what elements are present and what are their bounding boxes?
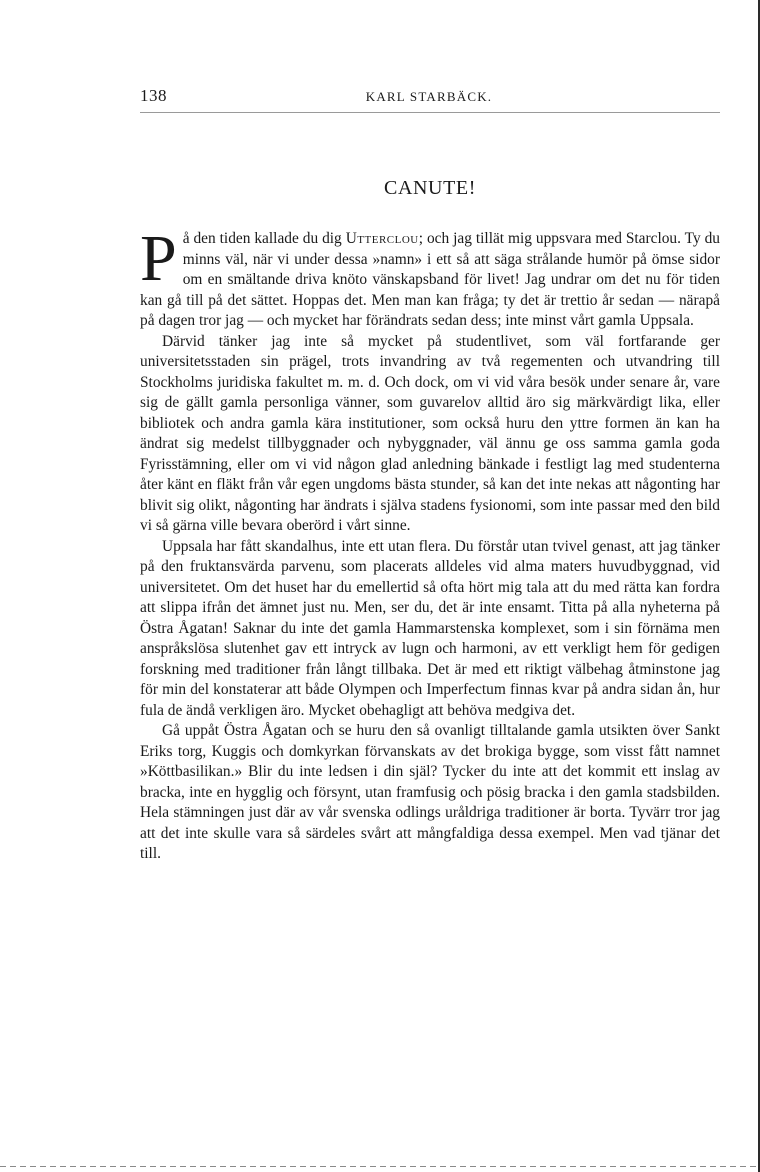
article-title: CANUTE!: [384, 177, 476, 199]
page-number: 138: [140, 86, 167, 105]
page-header: [140, 86, 718, 110]
paragraph-1: [140, 222, 720, 332]
paragraph-1-rest: ; och jag tillät mig uppsvara med Starclou. Ty du minns väl, när vi under dessa »namn» i ett så att säga strålande humör på ömse sidor om en smältande driva knöto vänskapsband för livet! Jag undrar om det nu för tiden kan gå till på det sättet. Hoppas det. Men man kan fråga; ty det är trettio år sedan — närapå på dagen tror jag — och mycket har förändrats sedan dess; inte minst vårt gamla Uppsala.: [140, 230, 720, 329]
article-body: [140, 222, 720, 865]
header-rule: [140, 112, 720, 113]
bottom-edge: [0, 1166, 760, 1167]
drop-cap: P: [140, 222, 177, 295]
paragraph-3: Uppsala har fått skandalhus, inte ett utan flera. Du förstår utan tvivel genast, att jag tänker på den fruktansvärda parvenu, som placerats alldeles vid alma maters huvudbyggnad, vid universitetet. Om det huset har du emellertid så ofta hört mig tala att du med rätta kan fordra att slippa ifrån det ämnet just nu. Men, ser du, det är inte ensamt. Titta på alla nyheterna på Östra Ågatan! Saknar du inte det gamla Hammarstenska komplexet, som i sin förnäma men anspråkslösa slutenhet gav ett intryck av lugn och harmoni, av ett verkligt hem för gedigen forskning med traditioner från långt tillbaka. Det är med ett riktigt välbehag åtminstone jag för min del konstaterar att både Olympen och Imperfectum finnas kvar på andra sidan ån, hur fula de ändå verkligen äro. Mycket obehagligt att behöva medgiva det.: [140, 537, 720, 719]
author-nickname: Utterclou: [345, 230, 419, 247]
paragraph-4: Gå uppåt Östra Ågatan och se huru den så ovanligt tilltalande gamla utsikten över Sankt Eriks torg, Kuggis och domkyrkan förvanskats av det brokiga bygge, som visst fått namnet »Köttbasilikan.» Blir du inte ledsen i din själ? Tycker du inte att det kommit ett inslag av bracka, inte en hygglig och försynt, utan framfusig och pösig bracka i den gamla stadsbilden. Hela stämningen just där av vår svenska odlings uråldriga traditioner är borta. Tyvärr tror jag att det inte skulle vara så särdeles svårt att mångfaldiga dessa exempel. Men vad tjänar det till.: [140, 722, 720, 862]
paragraph-1-start: å den tiden kallade du dig: [182, 230, 346, 247]
running-head: KARL STARBÄCK.: [365, 89, 493, 104]
paragraph-2: Därvid tänker jag inte så mycket på studentlivet, som väl fortfarande ger universitetsstaden sin prägel, trots invandring av två regementen och utvandring till Stockholms juridiska fakultet m. m. d. Och dock, om vi vid våra besök under senare år, vare sig de gällt gamla personliga vänner, som guvarelov alltid äro sig märkvärdigt lika, eller bibliotek och andra gamla kära institutioner, som också huru den yttre formen än kan ha ändrat sig medelst tillbyggnader och nybyggnader, väl ännu ge oss samma gamla goda Fyrisstämning, eller om vi vid någon glad anledning bänkade i festligt lag med studenterna åter känt en fläkt från vår egen ungdoms bästa stunder, så kan det inte nekas att någonting har blivit sig olikt, någonting har ändrats i själva stadens fysionomi, som inte passar med den bild vi så gärna ville bevara oberörd i vårt sinne.: [140, 332, 720, 534]
